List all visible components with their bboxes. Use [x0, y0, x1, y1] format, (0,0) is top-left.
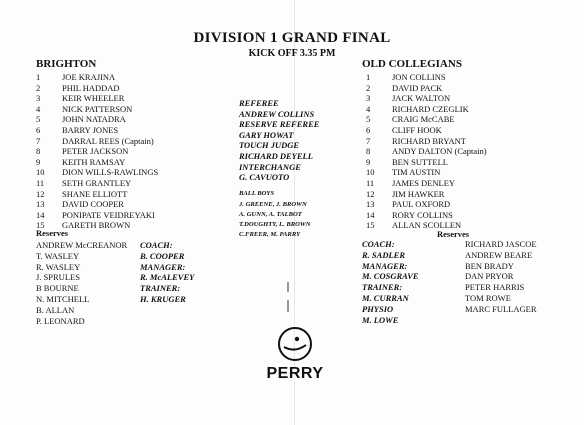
reserve-player: TOM ROWE [465, 292, 511, 303]
player-row [366, 83, 487, 94]
player-number: 10 [366, 167, 375, 178]
official-entry: INTERCHANGE [239, 161, 301, 172]
player-name: RICHARD BRYANT [392, 135, 466, 146]
staff-entry: COACH: [362, 239, 395, 249]
player-name: JACK WALTON [392, 93, 451, 104]
player-row [36, 114, 158, 125]
player-row [366, 104, 487, 115]
reserve-player: RICHARD JASCOE [465, 239, 537, 249]
official-entry: RICHARD DEYELL [239, 150, 313, 161]
staff-entry: MANAGER: [140, 261, 186, 272]
player-name: SHANE ELLIOTT [62, 188, 128, 199]
ball-boys-label: BALL BOYS [239, 190, 275, 197]
player-row [36, 83, 158, 94]
player-number: 3 [36, 93, 41, 104]
player-name: RORY COLLINS [392, 209, 453, 220]
staff-entry: TRAINER: [140, 283, 181, 294]
player-number: 12 [366, 188, 375, 199]
player-row [36, 104, 158, 115]
player-row [366, 125, 487, 136]
official-entry: REFEREE [239, 98, 279, 108]
player-number: 6 [36, 124, 41, 135]
player-name: GARETH BROWN [62, 220, 131, 231]
player-row [366, 178, 487, 189]
old-collegians-team-name: OLD COLLEGIANS [362, 58, 462, 70]
brighton-team-name: BRIGHTON [36, 58, 97, 70]
player-number: 7 [36, 135, 41, 146]
player-name: DARRAL REES (Captain) [62, 135, 154, 146]
player-row [36, 146, 158, 157]
old-collegians-reserves-list [465, 239, 537, 315]
player-number: 7 [366, 135, 371, 146]
player-number: 11 [366, 177, 375, 188]
brighton-reserves-list [36, 240, 127, 326]
player-name: JON COLLINS [392, 72, 446, 82]
fold-mark [287, 282, 289, 312]
player-name: PHIL HADDAD [62, 82, 120, 93]
reserve-player: N. MITCHELL [36, 293, 90, 304]
player-number: 1 [36, 72, 41, 82]
player-row [366, 199, 487, 210]
player-number: 12 [36, 188, 45, 199]
staff-entry: R. SADLER [362, 249, 405, 260]
player-number: 1 [366, 72, 371, 82]
staff-entry: R. McALEVEY [140, 272, 195, 283]
player-row [366, 136, 487, 147]
player-number: 8 [366, 146, 371, 157]
player-number: 5 [36, 114, 41, 125]
reserve-player: T. WASLEY [36, 250, 80, 261]
player-number: 11 [36, 177, 45, 188]
player-name: ANDY DALTON (Captain) [392, 146, 487, 157]
player-name: PAUL OXFORD [392, 199, 451, 210]
player-row [36, 157, 158, 168]
player-number: 14 [366, 209, 375, 220]
reserve-player: DAN PRYOR [465, 271, 514, 282]
player-row [36, 189, 158, 200]
player-row [366, 146, 487, 157]
ball-boy-line: T.DOUGHTY, L. BROWN [239, 221, 311, 228]
old-collegians-roster [366, 72, 487, 231]
player-number: 9 [36, 156, 41, 167]
official-entry: RESERVE REFEREE [239, 119, 320, 130]
player-name: BEN SUTTELL [392, 156, 448, 167]
brighton-roster [36, 72, 158, 231]
player-name: CRAIG McCABE [392, 114, 455, 125]
staff-entry: COACH: [140, 240, 173, 250]
player-name: KEIR WHEELER [62, 93, 125, 104]
reserve-player: J. SPRULES [36, 272, 80, 283]
player-name: CLIFF HOOK [392, 124, 442, 135]
player-number: 2 [366, 82, 371, 93]
player-name: JAMES DENLEY [392, 177, 456, 188]
player-name: NICK PATTERSON [62, 103, 133, 114]
staff-entry: H. KRUGER [140, 293, 186, 304]
player-number: 10 [36, 167, 45, 178]
player-name: PETER JACKSON [62, 146, 129, 157]
staff-entry: M. CURRAN [362, 292, 409, 303]
ball-boy-line: C.FREER, M. PARRY [239, 231, 301, 238]
player-number: 6 [366, 124, 371, 135]
player-name: JIM HAWKER [392, 188, 445, 199]
staff-entry: PHYSIO [362, 303, 394, 314]
ball-boy-line: A. GUNN, A. TALBOT [239, 211, 302, 218]
player-row [36, 72, 158, 83]
officials-list [239, 98, 319, 183]
player-name: JOE KRAJINA [62, 72, 116, 82]
reserve-player: R. WASLEY [36, 261, 81, 272]
reserve-player: BEN BRADY [465, 260, 514, 271]
player-name: JOHN NATADRA [62, 114, 126, 125]
brighton-staff-list [140, 240, 194, 305]
player-number: 3 [366, 93, 371, 104]
reserve-player: ANDREW McCREANOR [36, 240, 128, 250]
kickoff-time: KICK OFF 3.35 PM [248, 48, 336, 59]
official-entry: ANDREW COLLINS [239, 108, 315, 119]
page-title: DIVISION 1 GRAND FINAL [193, 30, 391, 46]
player-row [36, 93, 158, 104]
player-number: 9 [366, 156, 371, 167]
player-row [36, 210, 158, 221]
reserve-player: ANDREW BEARE [465, 249, 533, 260]
player-number: 4 [36, 103, 41, 114]
player-name: DION WILLS-RAWLINGS [62, 167, 159, 178]
staff-entry: M. LOWE [362, 314, 399, 325]
player-row [36, 199, 158, 210]
player-number: 14 [36, 209, 45, 220]
player-row [366, 210, 487, 221]
player-row [366, 189, 487, 200]
player-row [36, 125, 158, 136]
player-number: 15 [36, 220, 45, 231]
player-number: 5 [366, 114, 371, 125]
player-number: 13 [366, 199, 375, 210]
player-name: RICHARD CZEGLIK [392, 103, 469, 114]
player-name: ALLAN SCOLLEN [392, 220, 462, 231]
player-row [366, 93, 487, 104]
player-name: KEITH RAMSAY [62, 156, 126, 167]
player-number: 13 [36, 199, 45, 210]
player-number: 15 [366, 220, 375, 231]
reserve-player: B BOURNE [36, 283, 79, 294]
staff-entry: TRAINER: [362, 282, 403, 293]
reserve-player: B. ALLAN [36, 304, 75, 315]
old-collegians-staff-list [362, 239, 419, 325]
perry-logo-emblem [260, 325, 330, 365]
staff-entry: MANAGER: [362, 260, 408, 271]
player-number: 8 [36, 146, 41, 157]
player-row [366, 167, 487, 178]
player-name: SETH GRANTLEY [62, 177, 132, 188]
old-collegians-reserves-heading: Reserves [437, 229, 470, 239]
reserve-player: PETER HARRIS [465, 282, 525, 293]
player-row [366, 114, 487, 125]
brighton-reserves-heading: Reserves [36, 228, 69, 238]
player-name: DAVID PACK [392, 82, 443, 93]
player-row [36, 178, 158, 189]
player-number: 2 [36, 82, 41, 93]
perry-logo [260, 325, 330, 410]
player-number: 4 [366, 103, 371, 114]
perry-logo-text: PERRY [266, 365, 324, 382]
player-row [366, 157, 487, 168]
ball-boys-block [239, 189, 311, 240]
player-row [36, 136, 158, 147]
player-row [36, 167, 158, 178]
player-row [366, 72, 487, 83]
staff-entry: M. COSGRAVE [362, 271, 419, 282]
player-name: BARRY JONES [62, 124, 119, 135]
reserve-player: P. LEONARD [36, 315, 85, 326]
player-name: DAVID COOPER [62, 199, 124, 210]
official-entry: TOUCH JUDGE [239, 140, 300, 151]
player-name: PONIPATE VEIDREYAKI [62, 209, 155, 220]
staff-entry: B. COOPER [140, 250, 185, 261]
ball-boy-line: J. GREENE, J. BROWN [239, 201, 307, 208]
reserve-player: MARC FULLAGER [465, 303, 537, 314]
official-entry: GARY HOWAT [239, 129, 294, 140]
player-name: TIM AUSTIN [392, 167, 441, 178]
official-entry: G. CAVUOTO [239, 172, 290, 183]
